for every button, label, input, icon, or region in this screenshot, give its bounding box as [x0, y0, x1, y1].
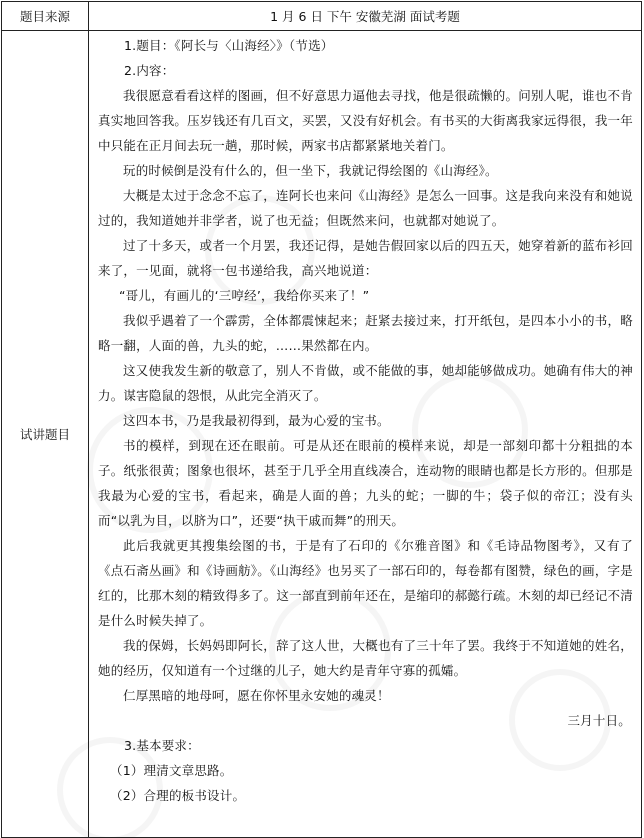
header-row: [2, 2, 642, 31]
paragraph: 玩的时候倒是没有什么的，但一坐下，我就记得绘图的《山海经》。: [123, 163, 498, 178]
paragraph: 这四本书，乃是我最初得到，最为心爱的宝书。: [123, 413, 390, 428]
paragraph: 书的模样，到现在还在眼前。可是从还在眼前的模样来说，却是一部刻印都十分粗拙的本子。纸张很黄；图象也很坏，甚至于几乎全用直线凑合，连动物的眼睛也都是长方形的。但那是我最为心爱的宝书，看起来，确是人面的兽；九头的蛇；一脚的牛；袋子似的帝江；没有头而“以乳为目，以脐为口”，还要“执干戚而舞”的刑天。: [98, 438, 633, 528]
requirements-label: 3.基本要求：: [124, 738, 200, 753]
paragraph: 我的保姆，长妈妈即阿长，辞了这人世，大概也有了三十年了罢。我终于不知道她的姓名，她的经历，仅知道有一个过继的儿子，她大约是青年守寡的孤孀。: [98, 638, 633, 678]
requirement-item: （2）合理的板书设计。: [110, 788, 246, 803]
paragraph: 这又使我发生新的敬意了，别人不肯做，或不能做的事，她却能够做成功。她确有伟大的神力。谋害隐鼠的怨恨，从此完全消灭了。: [98, 363, 633, 403]
paragraph: 我似乎遇着了一个霹雳，全体都震悚起来；赶紧去接过来，打开纸包，是四本小小的书，略略一翻，人面的兽，九头的蛇，……果然都在内。: [98, 313, 633, 353]
paragraph: 我很愿意看看这样的图画，但不好意思力逼他去寻找，他是很疏懒的。问别人呢，谁也不肯真实地回答我。压岁钱还有几百文，买罢，又没有好机会。有书买的大街离我家远得很，我一年中只能在正月间去玩一趟，那时候，两家书店都紧紧地关着门。: [98, 88, 633, 153]
date-line: 三月十日。: [567, 713, 631, 728]
exam-table: [1, 1, 642, 838]
paragraph: 大概是太过于念念不忘了，连阿长也来问《山海经》是怎么一回事。这是我向来没有和她说过的，我知道她并非学者，说了也无益；但既然来问，也就都对她说了。: [98, 188, 633, 228]
content-label: 2.内容：: [124, 63, 175, 78]
paragraph: 过了十多天，或者一个月罢，我还记得，是她告假回家以后的四五天，她穿着新的蓝布衫回来了，一见面，就将一包书递给我，高兴地说道：: [98, 238, 633, 278]
topic-content: [89, 31, 641, 808]
topic-label: 试讲题目: [2, 31, 89, 838]
topic-content-cell: [89, 31, 642, 838]
source-value: 1 月 6 日 下午 安徽芜湖 面试考题: [89, 2, 642, 31]
source-label: 题目来源: [2, 2, 89, 31]
requirement-item: （1）理清文章思路。: [110, 763, 233, 778]
paragraph: 仁厚黑暗的地母呵，愿在你怀里永安她的魂灵！: [123, 688, 390, 703]
paragraph: 此后我就更其搜集绘图的书，于是有了石印的《尔雅音图》和《毛诗品物图考》，又有了《点石斋丛画》和《诗画舫》。《山海经》也另买了一部石印的，每卷都有图赞，绿色的画，字是红的，比那木刻的精致得多了。这一部直到前年还在，是缩印的郝懿行疏。木刻的却已经记不清是什么时候失掉了。: [98, 538, 633, 628]
topic-row: [2, 31, 642, 838]
title-line: 1.题目：《阿长与〈山海经〉》（节选）: [124, 38, 334, 53]
quote-line: “哥儿，有画儿的‘三哼经’，我给你买来了！”: [119, 288, 370, 303]
